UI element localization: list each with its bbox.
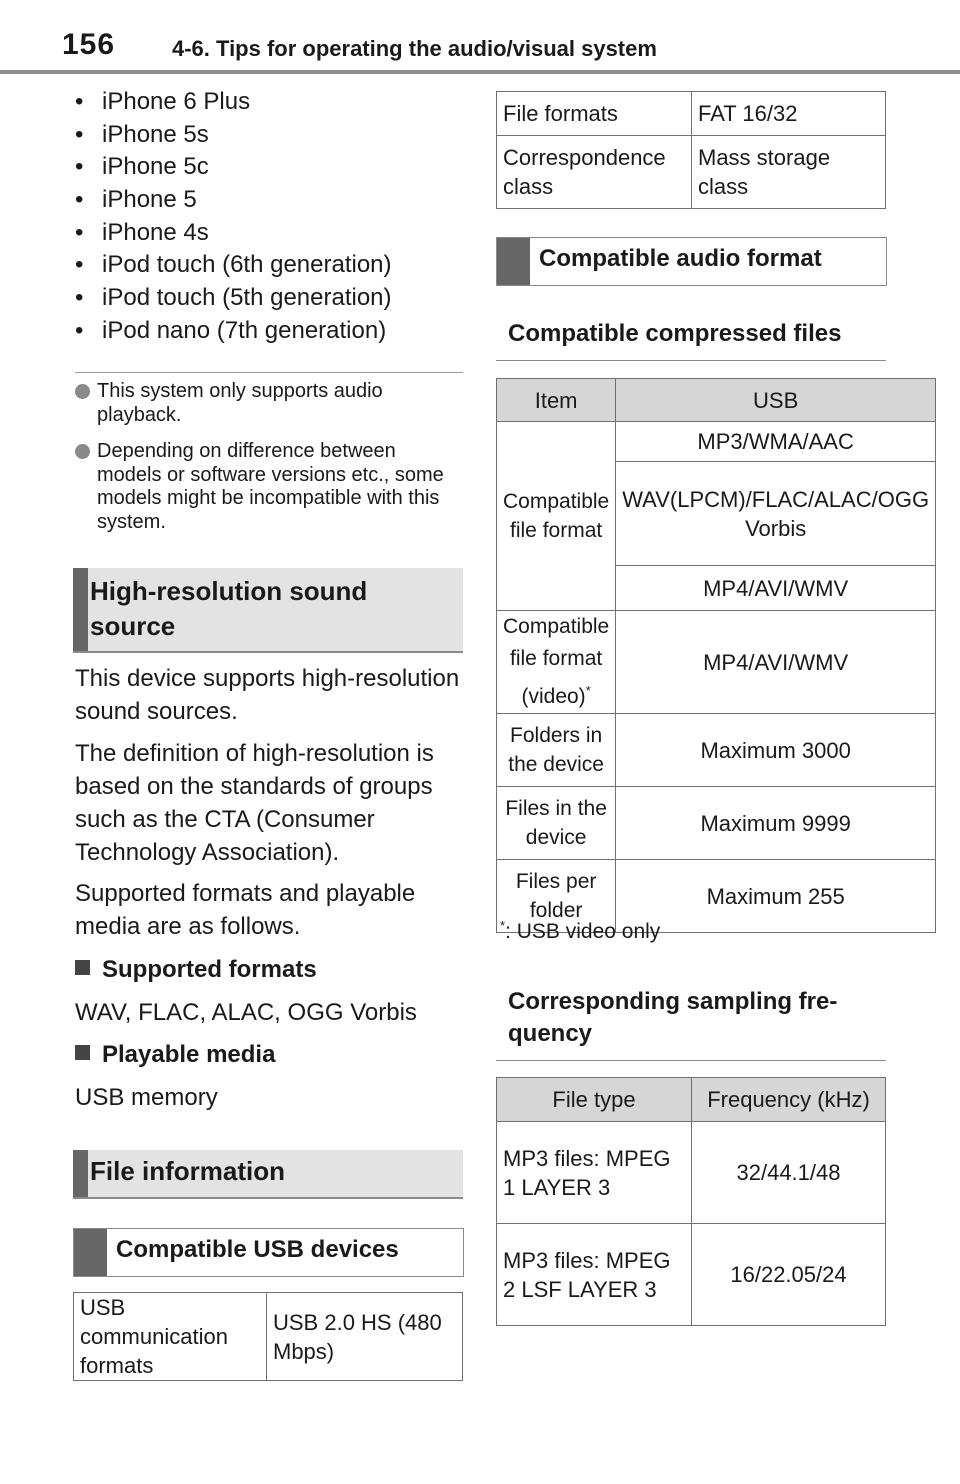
table-cell: USB communication formats (74, 1293, 267, 1381)
table-row (497, 92, 886, 136)
file-information-heading (73, 1150, 463, 1199)
table-cell: Maximum 255 (616, 860, 936, 933)
list-item: • iPhone 6 Plus (75, 86, 392, 119)
table-cell: Mass storage class (692, 136, 886, 209)
supported-formats-heading (75, 956, 317, 984)
table-cell: Maximum 9999 (616, 787, 936, 860)
supported-formats-value: WAV, FLAC, ALAC, OGG Vorbis (75, 999, 417, 1026)
table-cell: MP3 files: MPEG 1 LAYER 3 (497, 1122, 692, 1224)
table-row (74, 1293, 463, 1381)
heading-text: quency (508, 1020, 593, 1047)
table-cell: USB 2.0 HS (480 Mbps) (267, 1293, 463, 1381)
square-bullet-icon (75, 1045, 90, 1060)
footnote-marker: * (585, 683, 591, 698)
paragraph: The definition of high-resolution is based on the standards of groups such as the CTA (Consumer Technology Association). (75, 740, 434, 866)
table-cell: Files per folder (497, 860, 616, 933)
table-cell: 16/22.05/24 (692, 1224, 886, 1326)
table-cell: Folders in the device (497, 714, 616, 787)
table-row (497, 611, 936, 714)
column-header: File type (497, 1078, 692, 1122)
footnote-text: : USB video only (505, 920, 661, 943)
table-cell: WAV(LPCM)/FLAC/ALAC/OGG Vorbis (616, 462, 936, 566)
table-cell: Maximum 3000 (616, 714, 936, 787)
list-item: • iPod touch (5th generation) (75, 282, 392, 315)
list-item: • iPhone 5c (75, 151, 392, 184)
usb-devices-table-part1 (73, 1292, 463, 1381)
note-text: Depending on difference between models or software versions etc., some models might be incompatible with this system. (97, 440, 444, 533)
table-cell (497, 611, 616, 714)
heading-text: Compatible compressed files (508, 320, 842, 347)
subheading-text: Supported formats (102, 956, 317, 983)
divider (75, 372, 463, 373)
table-cell: 32/44.1/48 (692, 1122, 886, 1224)
table-cell: Compatible file format (497, 422, 616, 611)
paragraph: Supported formats and playable media are as follows. (75, 880, 416, 940)
table-row (497, 1224, 886, 1326)
heading-text: Compatible audio format (539, 245, 822, 272)
list-item: • iPod touch (6th generation) (75, 249, 392, 282)
heading-text: File information (90, 1156, 285, 1186)
usb-devices-table-part2 (496, 91, 886, 209)
sampling-frequency-heading (496, 984, 886, 1061)
list-item: • iPod nano (7th generation) (75, 315, 392, 348)
table-cell: Files in the device (497, 787, 616, 860)
table-header-row (497, 1078, 886, 1122)
column-header: Frequency (kHz) (692, 1078, 886, 1122)
note-item (75, 440, 465, 534)
notes (75, 380, 465, 547)
compatible-device-list (75, 86, 392, 348)
table-cell: MP3/WMA/AAC (616, 422, 936, 462)
table-header-row (497, 379, 936, 422)
footnote-marker: * (500, 918, 506, 933)
note-text: This system only supports audio playback. (97, 380, 383, 426)
table-cell: FAT 16/32 (692, 92, 886, 136)
square-bullet-icon (75, 960, 90, 975)
heading-bar (497, 238, 530, 285)
table-cell: File formats (497, 92, 692, 136)
table-row (497, 422, 936, 462)
cell-text: Compatible file format (video) (503, 615, 610, 708)
table-row (497, 1122, 886, 1224)
list-item: • iPhone 5 (75, 184, 392, 217)
paragraph: This device supports high-resolution sound sources. (75, 665, 460, 725)
heading-text: Corresponding sampling fre- (508, 988, 838, 1015)
compatible-usb-devices-heading (73, 1228, 464, 1277)
table-cell: MP4/AVI/WMV (616, 566, 936, 611)
table-row (497, 136, 886, 209)
list-item: • iPhone 5s (75, 119, 392, 152)
compressed-files-table (496, 378, 936, 933)
footnote (500, 918, 660, 944)
playable-media-value: USB memory (75, 1084, 218, 1111)
table-row (497, 714, 936, 787)
table-cell: MP3 files: MPEG 2 LSF LAYER 3 (497, 1224, 692, 1326)
table-cell: Correspondence class (497, 136, 692, 209)
bullet-circle-icon (75, 384, 90, 399)
sampling-frequency-table (496, 1077, 886, 1326)
subheading-text: Playable media (102, 1041, 276, 1068)
note-item (75, 380, 465, 427)
header-rule (0, 70, 960, 74)
page-number: 156 (62, 28, 116, 61)
column-header: USB (616, 379, 936, 422)
table-cell: MP4/AVI/WMV (616, 611, 936, 714)
list-item: • iPhone 4s (75, 217, 392, 250)
playable-media-heading (75, 1041, 275, 1069)
heading-text: source (90, 611, 176, 641)
compatible-compressed-files-heading (496, 316, 886, 361)
table-row (497, 787, 936, 860)
section-title: 4-6. Tips for operating the audio/visual system (172, 36, 657, 61)
compatible-audio-format-heading (496, 237, 887, 286)
heading-text: High-resolution sound (90, 576, 368, 606)
high-resolution-heading (73, 568, 463, 653)
heading-bar (73, 1150, 88, 1197)
bullet-circle-icon (75, 444, 90, 459)
heading-bar (73, 568, 88, 651)
heading-bar (74, 1229, 107, 1276)
column-header: Item (497, 379, 616, 422)
heading-text: Compatible USB devices (116, 1236, 399, 1263)
